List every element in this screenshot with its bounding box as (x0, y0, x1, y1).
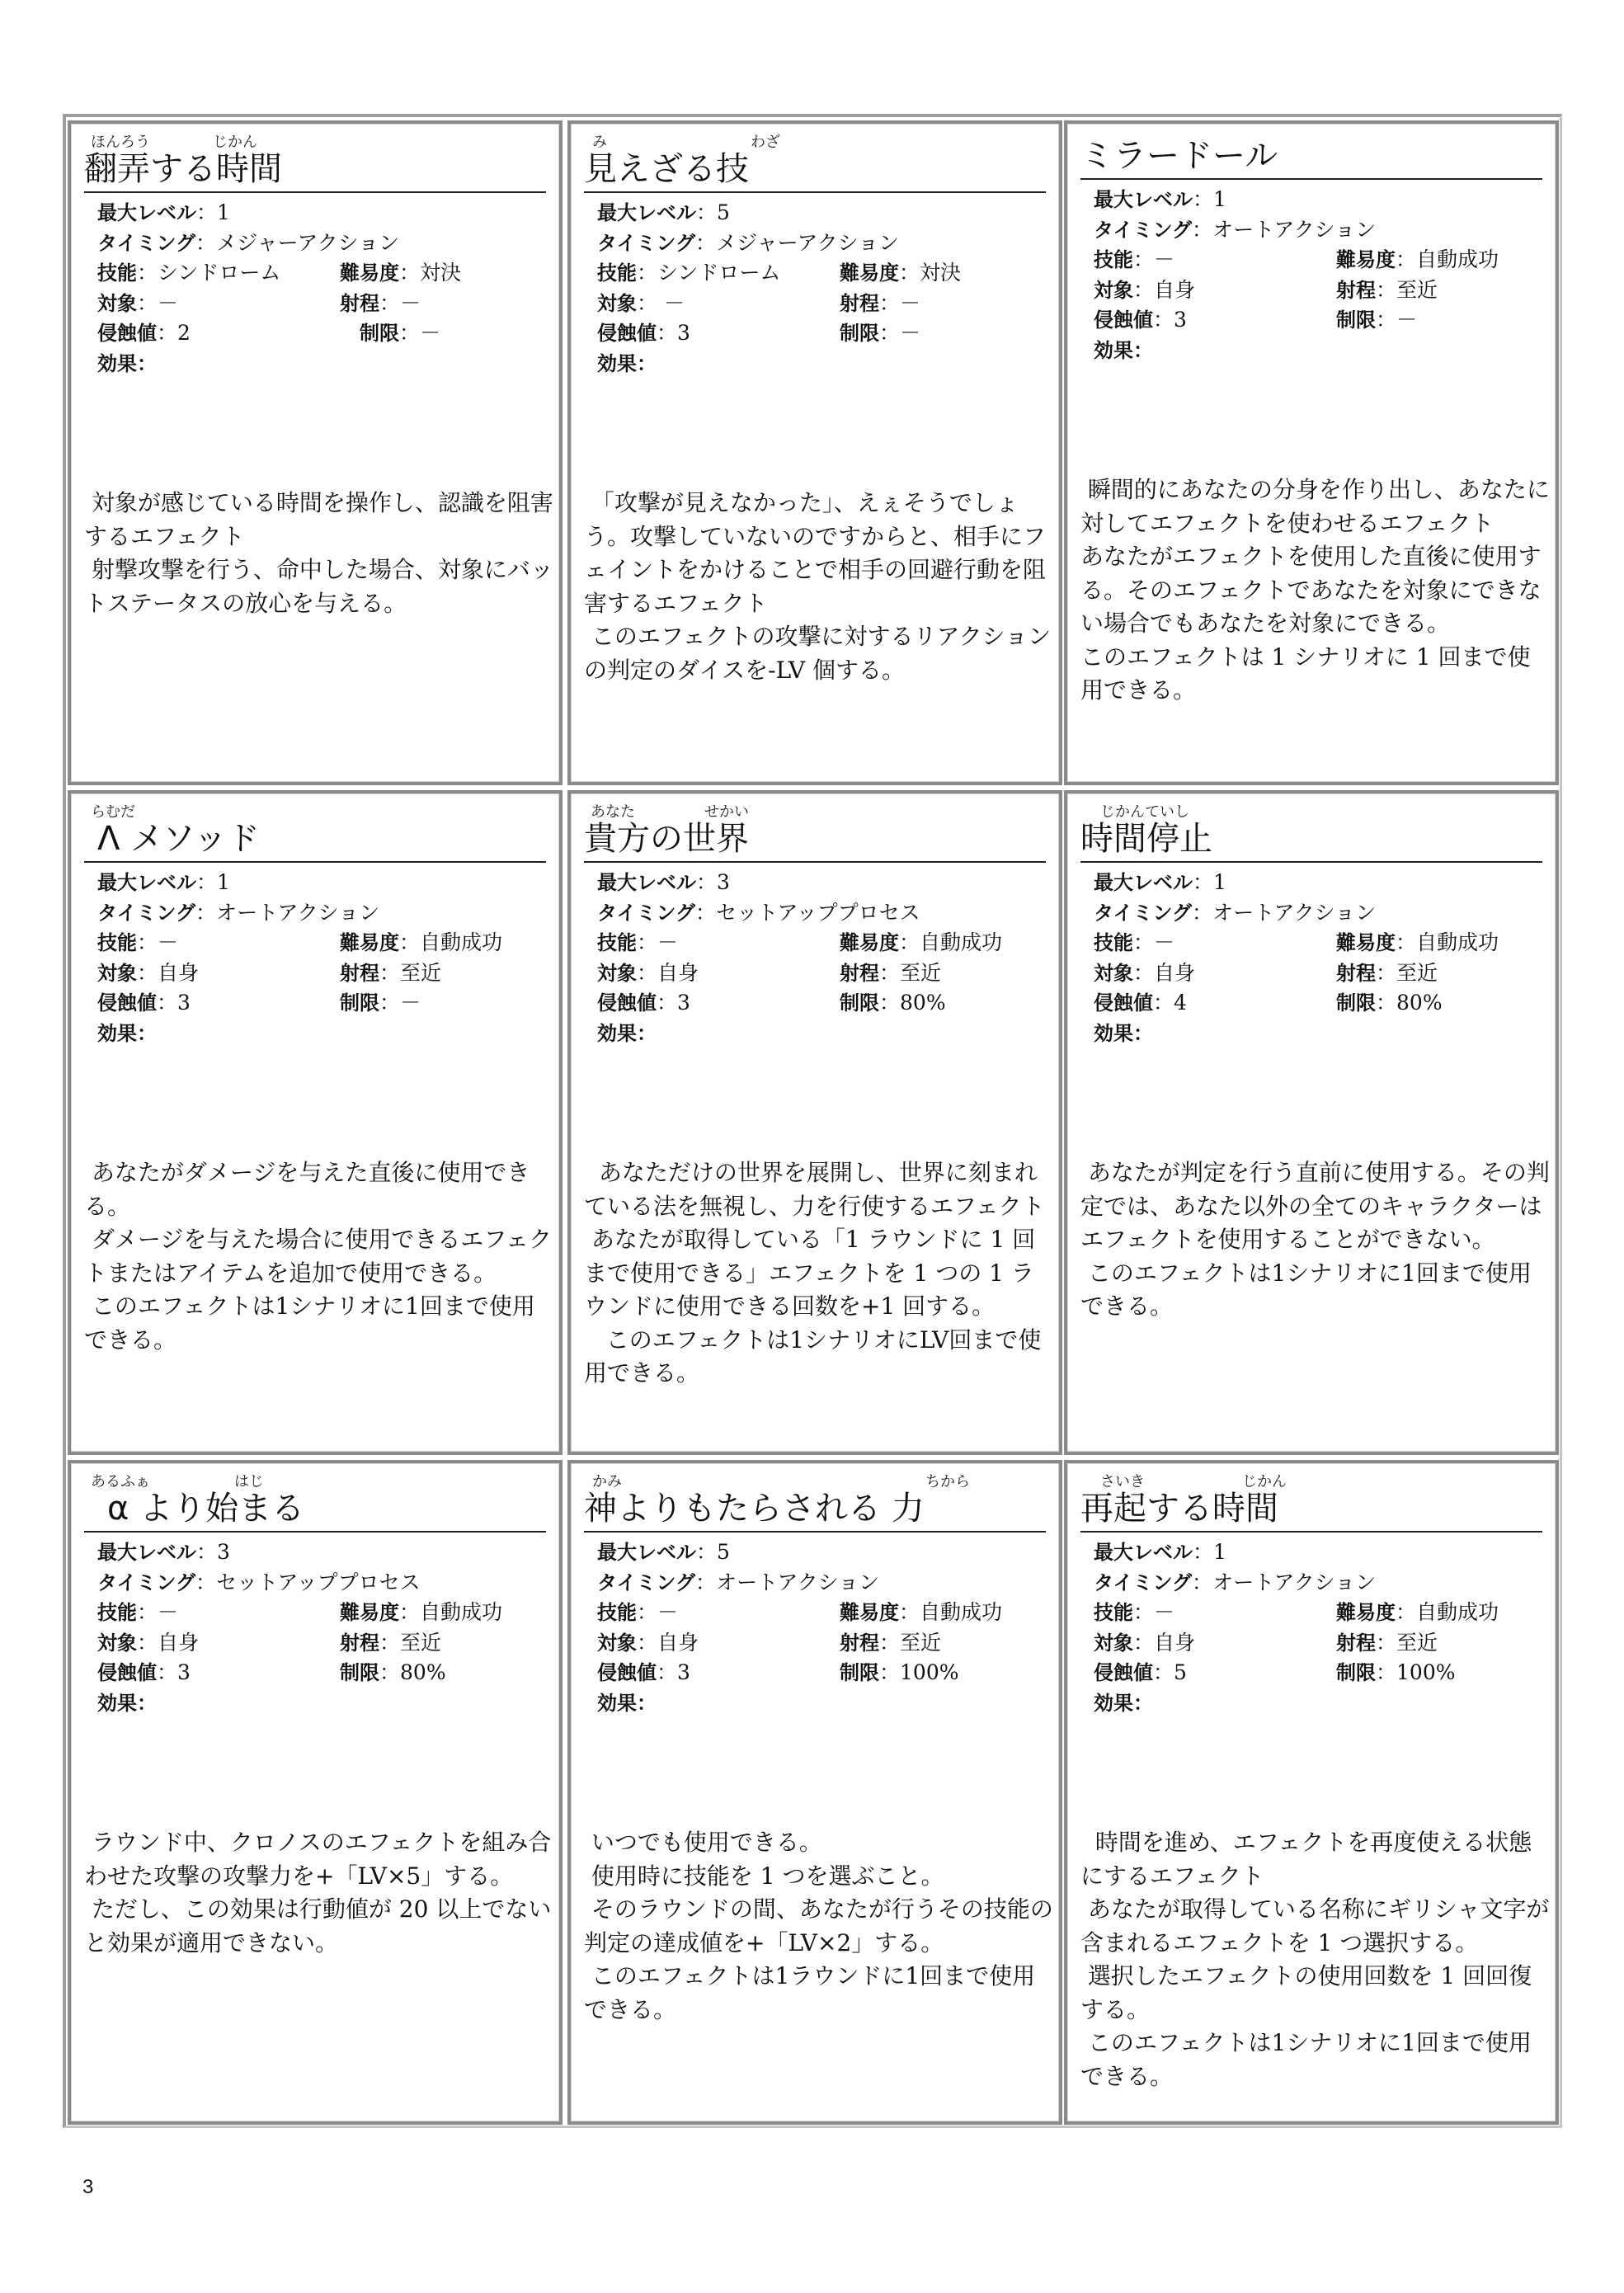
card-stats: 最大レベル：1 タイミング：オートアクション 技能：－ 難易度：自動成功 対象：自身 射程：至近 侵蝕値：5 制限：100% 効果： (1094, 1540, 1499, 1715)
limit-value: 80% (900, 991, 946, 1015)
skill-value: シンドローム (158, 261, 281, 285)
limit-value: － (900, 321, 921, 345)
target-value: 自身 (158, 1630, 200, 1655)
card-stats: 最大レベル：3 タイミング：セットアッププロセス 技能：－ 難易度：自動成功 対象：自身 射程：至近 侵蝕値：3 制限：80% 効果： (597, 870, 1003, 1045)
card-title: 神よりもたらされる 力 (584, 1486, 1046, 1533)
skill-value: シンドローム (657, 261, 781, 285)
card-title: 翻弄する時間 (84, 147, 546, 193)
timing-value: セットアッププロセス (216, 1570, 421, 1594)
effect-label: 効果： (97, 1021, 157, 1045)
target-value: 自身 (158, 960, 200, 985)
effect-card (1064, 1460, 1559, 2125)
card-title: Λ メソッド (84, 817, 546, 863)
effect-text: あなたが判定を行う直前に使用する。その判定では、あなた以外の全てのキャラクターはエフェクトを使用することができない。 このエフェクトは1シナリオに1回まで使用できる。 (1080, 1159, 1550, 1320)
timing-value: メジャーアクション (216, 230, 400, 255)
ruby-annotation (589, 1470, 1051, 1488)
card-stats: 最大レベル：5 タイミング：メジャーアクション 技能：シンドローム 難易度：対決 対象： － 射程：－ 侵蝕値：3 制限：－ 効果： (597, 200, 962, 375)
difficulty-value: 自動成功 (420, 1600, 503, 1624)
ruby-text: わざ (751, 134, 780, 151)
max-level-value: 3 (217, 1540, 230, 1564)
timing-value: オートアクション (1212, 1570, 1377, 1594)
effect-label: 効果： (97, 351, 157, 375)
skill-value: － (657, 930, 679, 954)
limit-value: 80% (1396, 991, 1443, 1015)
timing-value: セットアッププロセス (716, 900, 920, 925)
effect-card (1064, 120, 1559, 785)
card-title: 再起する時間 (1080, 1486, 1542, 1533)
difficulty-value: 自動成功 (920, 930, 1003, 954)
limit-value: 80% (400, 1660, 446, 1684)
card-stats: 最大レベル：1 タイミング：オートアクション 技能：－ 難易度：自動成功 対象：自身 射程：至近 侵蝕値：4 制限：80% 効果： (1094, 870, 1499, 1045)
erosion-value: 3 (177, 1660, 191, 1684)
ruby-text: あなた (591, 803, 635, 821)
ruby-text: あるふぁ (91, 1473, 150, 1490)
ruby-text: じかん (1242, 1473, 1287, 1490)
timing-value: オートアクション (1212, 900, 1377, 925)
timing-value: オートアクション (1212, 217, 1377, 242)
card-title: 時間停止 (1080, 817, 1542, 863)
range-value: 至近 (1396, 1630, 1438, 1655)
range-value: 至近 (900, 960, 942, 985)
card-stats: 最大レベル：1 タイミング：メジャーアクション 技能：シンドローム 難易度：対決 対象：－ 射程：－ 侵蝕値：2 制限：－ 効果： (97, 200, 462, 375)
ruby-annotation (1085, 800, 1547, 821)
range-value: － (900, 290, 921, 315)
effect-label: 効果： (97, 1691, 157, 1715)
effect-card (68, 790, 563, 1455)
skill-value: － (657, 1600, 679, 1624)
effect-card (1064, 790, 1559, 1455)
ruby-text: じかん (213, 134, 257, 151)
range-value: 至近 (400, 960, 442, 985)
ruby-text: せかい (704, 803, 749, 821)
range-value: 至近 (400, 1630, 442, 1655)
skill-value: － (1154, 1600, 1175, 1624)
range-value: 至近 (1396, 960, 1438, 985)
effect-text: 「攻撃が見えなかった」、えぇそうでしょう。攻撃していないのですからと、相手にフェイントをかけることで相手の回避行動を阻害するエフェクト このエフェクトの攻撃に対するリアクションの判定のダイスを-LV 個する。 (584, 489, 1052, 684)
ruby-annotation (89, 130, 551, 151)
ruby-annotation (89, 1470, 551, 1488)
ruby-annotation (589, 130, 1051, 151)
limit-value: 100% (900, 1660, 959, 1684)
timing-value: メジャーアクション (716, 230, 900, 255)
effect-text: ラウンド中、クロノスのエフェクトを組み合わせた攻撃の攻撃力を+「LV×5」する。 ただし、この効果は行動値が 20 以上でないと効果が適用できない。 (84, 1829, 552, 1956)
target-value: 自身 (1154, 960, 1196, 985)
effect-card (567, 1460, 1062, 2125)
target-value: 自身 (657, 1630, 699, 1655)
difficulty-value: 自動成功 (420, 930, 503, 954)
ruby-text: み (592, 134, 607, 151)
erosion-value: 4 (1174, 991, 1187, 1015)
target-value: 自身 (1154, 1630, 1196, 1655)
card-title: ミラードール (1080, 134, 1542, 180)
card-stats: 最大レベル：5 タイミング：オートアクション 技能：－ 難易度：自動成功 対象：自身 射程：至近 侵蝕値：3 制限：100% 効果： (597, 1540, 1003, 1715)
timing-value: オートアクション (716, 1570, 880, 1594)
ruby-text: かみ (592, 1473, 622, 1490)
limit-value: － (1396, 308, 1418, 332)
max-level-value: 1 (1213, 1540, 1226, 1564)
effect-label: 効果： (1094, 1021, 1153, 1045)
limit-value: － (400, 991, 421, 1015)
erosion-value: 3 (677, 321, 690, 345)
max-level-value: 1 (217, 870, 230, 894)
skill-value: － (158, 930, 179, 954)
erosion-value: 3 (177, 991, 191, 1015)
target-value: 自身 (657, 960, 699, 985)
card-stats: 最大レベル：1 タイミング：オートアクション 技能：－ 難易度：自動成功 対象：自身 射程：至近 侵蝕値：3 制限：－ 効果： (97, 870, 503, 1045)
effect-label: 効果： (597, 1021, 657, 1045)
max-level-value: 1 (217, 200, 230, 224)
ruby-text: さいき (1100, 1473, 1145, 1490)
difficulty-value: 対決 (420, 261, 462, 285)
erosion-value: 2 (177, 321, 191, 345)
limit-value: － (420, 321, 441, 345)
erosion-value: 5 (1174, 1660, 1187, 1684)
difficulty-value: 自動成功 (1416, 247, 1499, 271)
effect-text: あなたがダメージを与えた直後に使用できる。 ダメージを与えた場合に使用できるエフェクトまたはアイテムを追加で使用できる。 このエフェクトは1シナリオに1回まで使用できる。 (84, 1159, 552, 1354)
effect-card (68, 120, 563, 785)
effect-label: 効果： (597, 351, 657, 375)
effect-text: 時間を進め、エフェクトを再度使える状態にするエフェクト あなたが取得している名称にギリシャ文字が含まれるエフェクトを 1 つ選択する。 選択したエフェクトの使用回数を 1 回回復する。 このエフェクトは1シナリオに1回まで使用できる。 (1080, 1829, 1550, 2090)
card-title: 見えざる技 (584, 147, 1046, 193)
ruby-annotation (589, 800, 1051, 821)
erosion-value: 3 (677, 991, 690, 1015)
max-level-value: 5 (717, 200, 730, 224)
max-level-value: 1 (1213, 870, 1226, 894)
ruby-text: ほんろう (91, 134, 150, 151)
effect-text: 瞬間的にあなたの分身を作り出し、あなたに対してエフェクトを使わせるエフェクト あなたがエフェクトを使用した直後に使用する。そのエフェクトであなたを対象にできない場合でもあなたを対象にできる。 このエフェクトは 1 シナリオに 1 回まで使用できる。 (1080, 476, 1550, 704)
effect-label: 効果： (1094, 1691, 1153, 1715)
card-title: 貴方の世界 (584, 817, 1046, 863)
skill-value: － (1154, 247, 1175, 271)
card-stats: 最大レベル：1 タイミング：オートアクション 技能：－ 難易度：自動成功 対象：自身 射程：至近 侵蝕値：3 制限：－ 効果： (1094, 187, 1499, 362)
effect-text: あなただけの世界を展開し、世界に刻まれている法を無視し、力を行使するエフェクト あなたが取得している「1 ラウンドに 1 回まで使用できる」エフェクトを 1 つの 1 ラウンドに使用できる回数を+1 回する。 このエフェクトは1シナリオにLV回まで使用できる。 (584, 1159, 1045, 1387)
effect-card (567, 790, 1062, 1455)
erosion-value: 3 (677, 1660, 690, 1684)
effect-card (68, 1460, 563, 2125)
difficulty-value: 自動成功 (1416, 1600, 1499, 1624)
ruby-annotation (1085, 1470, 1547, 1488)
max-level-value: 3 (717, 870, 730, 894)
ruby-text: ちから (925, 1473, 970, 1490)
difficulty-value: 自動成功 (1416, 930, 1499, 954)
skill-value: － (158, 1600, 179, 1624)
card-stats: 最大レベル：3 タイミング：セットアッププロセス 技能：－ 難易度：自動成功 対象：自身 射程：至近 侵蝕値：3 制限：80% 効果： (97, 1540, 503, 1715)
effect-label: 効果： (1094, 338, 1153, 362)
target-value: 自身 (1154, 277, 1196, 302)
target-value: － (158, 290, 179, 315)
range-value: － (400, 290, 421, 315)
ruby-annotation (89, 800, 551, 821)
skill-value: － (1154, 930, 1175, 954)
difficulty-value: 自動成功 (920, 1600, 1003, 1624)
max-level-value: 5 (717, 1540, 730, 1564)
effect-text: 対象が感じている時間を操作し、認識を阻害するエフェクト 射撃攻撃を行う、命中した場合、対象にバットステータスの放心を与える。 (84, 489, 553, 617)
target-value: － (657, 290, 685, 315)
page-number: 3 (82, 2176, 94, 2198)
timing-value: オートアクション (216, 900, 380, 925)
effect-label: 効果： (597, 1691, 657, 1715)
difficulty-value: 対決 (920, 261, 962, 285)
limit-value: 100% (1396, 1660, 1456, 1684)
range-value: 至近 (1396, 277, 1438, 302)
ruby-text: らむだ (91, 803, 135, 821)
ruby-text: じかんていし (1100, 803, 1189, 821)
erosion-value: 3 (1174, 308, 1187, 332)
effect-text: いつでも使用できる。 使用時に技能を 1 つを選ぶこと。 そのラウンドの間、あなたが行うその技能の判定の達成値を+「LV×2」する。 このエフェクトは1ラウンドに1回まで使用できる。 (584, 1829, 1053, 2023)
max-level-value: 1 (1213, 187, 1226, 211)
effect-card (567, 120, 1062, 785)
card-title: α より始まる (84, 1486, 546, 1533)
ruby-text: はじ (234, 1473, 264, 1490)
range-value: 至近 (900, 1630, 942, 1655)
